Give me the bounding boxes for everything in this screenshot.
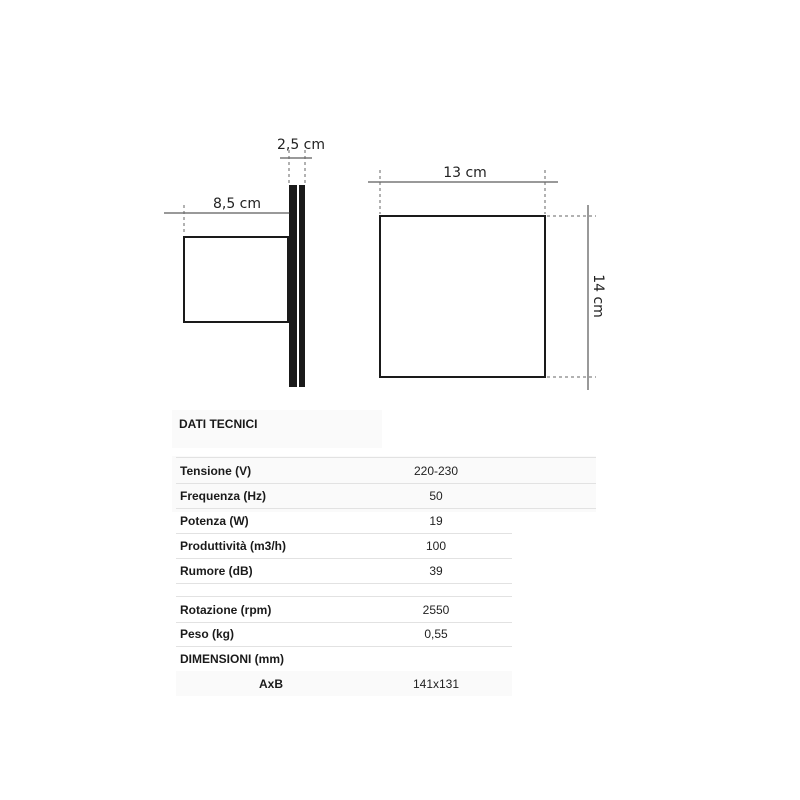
table-row-rumore	[176, 558, 512, 584]
row-label: Potenza (W)	[180, 513, 249, 528]
row-label: DIMENSIONI (mm)	[180, 651, 285, 666]
table-row-dimensioni	[176, 646, 512, 672]
table-row-axb	[176, 671, 512, 696]
front-width-label: 13 cm	[443, 165, 487, 181]
row-label: Rotazione (rpm)	[180, 602, 272, 617]
row-label: Tensione (V)	[180, 463, 252, 478]
row-label: Rumore (dB)	[180, 563, 253, 578]
table-row-potenza	[176, 508, 512, 534]
side-view-plate-outer	[289, 185, 297, 387]
table-row-peso	[176, 621, 512, 647]
row-value: 141x131	[412, 676, 460, 691]
table-title: DATI TECNICI	[179, 417, 258, 431]
row-value: 39	[429, 563, 443, 578]
row-label: AxB	[258, 676, 283, 691]
row-value: 50	[429, 488, 443, 503]
side-view-body	[184, 237, 288, 322]
row-value: 0,55	[424, 626, 448, 641]
table-row-rotazione	[176, 596, 512, 623]
front-height-label: 14 cm	[590, 274, 606, 318]
row-value: 220-230	[413, 463, 459, 478]
row-value: 19	[429, 513, 443, 528]
table-row-tensione	[176, 458, 596, 484]
front-view-plate	[380, 216, 545, 377]
row-value: 100	[425, 538, 447, 553]
row-label: Frequenza (Hz)	[180, 488, 267, 503]
side-view-plate-inner	[299, 185, 305, 387]
row-label: Peso (kg)	[180, 626, 235, 641]
thickness-label: 2,5 cm	[276, 137, 326, 153]
table-row-produttivita	[176, 533, 512, 559]
row-value: 2550	[422, 602, 450, 617]
side-width-label: 8,5 cm	[212, 196, 262, 212]
row-label: Produttività (m3/h)	[180, 538, 287, 553]
table-row-frequenza	[176, 483, 596, 509]
